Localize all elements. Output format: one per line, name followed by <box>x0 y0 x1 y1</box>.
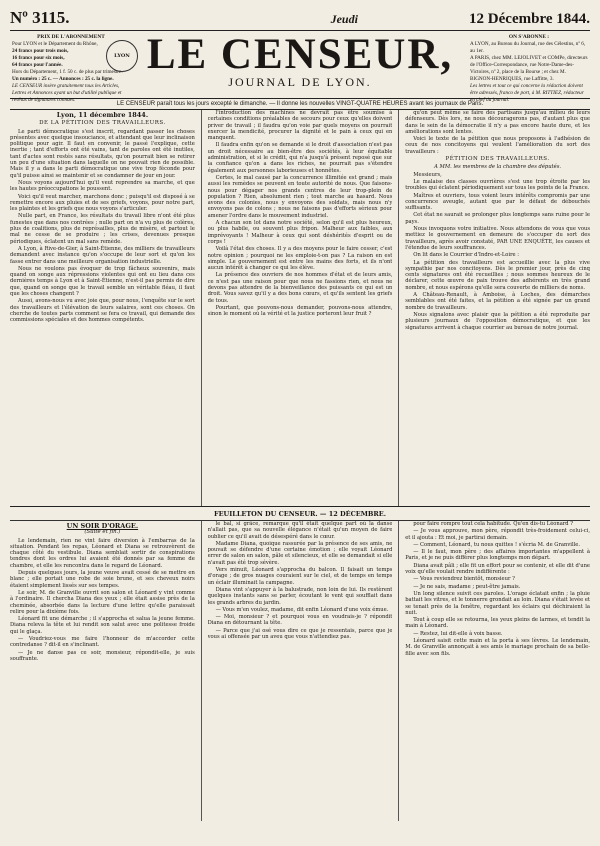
paragraph: Tout à coup elle se retourna, les yeux pleins de larmes, et tendit la main à Léonard. <box>405 617 590 630</box>
header-line <box>10 8 590 30</box>
paragraph: — Restez, lui dit-elle à voix basse. <box>413 630 503 637</box>
paragraph: Diana vint s'appuyer à la balustrade, non loin de lui. Ils restèrent quelques instants sans se parler, écoutant le vent qui soufflait dans les grands arbres du jardin. <box>207 586 393 606</box>
paragraph: — Il le faut, mon père ; des affaires importantes m'appellent à Paris, et je ne puis différer plus longtemps mon départ. <box>405 549 590 562</box>
office-line: Les lettres et tout ce qui concerne la rédaction doivent être adressés, franco de port, à M. RITTIEZ, rédacteur en chef du journal. <box>470 83 584 103</box>
price-line: Un numéro : 25 c. — Annonces : 25 c. la ligne. <box>12 76 114 82</box>
feuilleton-columns <box>10 521 590 821</box>
paragraph: Léonard fit une démarche ; il s'approcha et salua la jeune femme. Diana releva la tête et lui rendit son salut avec une politesse froide qui le glaça. <box>10 616 195 635</box>
dateline: Lyon, 11 décembre 1844. <box>56 111 149 119</box>
paragraph: — Voudriez-vous me faire l'honneur de m'accorder cette contredanse ? dit-il en s'inclinant. <box>10 636 195 649</box>
front-column-3 <box>405 110 590 506</box>
paragraph: Nulle part, en France, les résultats du travail libre n'ont été plus funestes que dans nos contrées ; nulle part on n'a vu plus de colères, plus de coalitions, plus de représailles, plus de misère, et partout le mal ne cesse de se produire ; les crises, devenues presque périodiques, éclatent un mal sans remède. <box>10 213 195 245</box>
masthead-title-block <box>138 32 462 90</box>
paragraph: Il faudra enfin qu'on se demande si le droit d'association n'est pas un droit nécessaire au bien-être des sociétés, à leur équitable administration, et si le crédit, qui n'a jusqu'à présent reposé que sur la confiance qu'on a dans les riches, ne pourrait pas s'étendre également aux personnes laborieuses et honnêtes. <box>207 142 393 174</box>
subscription-offices <box>470 34 588 104</box>
paragraph: Le soir, M. de Granville ouvrit son salon et Léonard y vint comme à l'ordinaire. Il chercha Diana des yeux ; elle était assise près de la cheminée, absorbée dans la lecture d'une lettre qu'elle paraissait relire pour la dixième fois. <box>10 589 195 615</box>
paragraph: — Vous m'en voulez, madame, dit enfin Léonard d'une voix émue. <box>215 606 389 613</box>
paragraph: Cet état ne saurait se prolonger plus longtemps sans ruine pour le pays. <box>405 212 590 225</box>
paragraph: Voici qu'il veut marcher, marchons donc ; puisqu'il est disposé à se remettre encore aux pluies et de ses griefs, voyons, pour notre part, les plaintes et les griefs que nous voyons s'articuler. <box>10 193 195 213</box>
paragraph: Voici le texte de la pétition que nous proposons à l'adhésion de ceux de nos concitoyens qui veulent l'amélioration du sort des travailleurs : <box>405 136 590 155</box>
paragraph: — Vous reviendrez bientôt, monsieur ? <box>413 576 515 583</box>
paragraph: le bal, si grâce, remarque qu'il était quelque part où la danse n'allait pas, que sa nouvelle élégance n'était qu'un moyen de faire oublier ce qu'il avait de désespéré dans le cœur. <box>207 521 393 540</box>
paragraph: l'introduction des machines ne devrait pas être soumise à certaines conditions préalables de secours pour ceux qu'elles doivent priver de travail ; il faudra qu'on voie par quels moyens on pourrait exercer la mendicité, procurer la dignité et le pain à ceux qui en manquent. <box>207 110 393 142</box>
newspaper-title: LE CENSEUR, <box>146 31 454 78</box>
paragraph: Nous voyons aujourd'hui qu'il veut reprendre sa marche, et que les hautes préoccupations le poussent. <box>10 179 195 193</box>
paragraph: — Moi, monsieur ? et pourquoi vous en voudrais-je ? répondit Diana en détournant la tête. <box>207 614 393 627</box>
paragraph: Nous signalons avec plaisir que la pétition a été reproduite par plusieurs journaux de l'opposition démocratique, et que les signatures arrivent à chaque courrier au bureau de notre journal. <box>405 311 590 331</box>
front-column-1 <box>10 110 195 506</box>
paragraph: Certes, le mal causé par la concurrence illimitée est grand ; mais aussi les remèdes se peuvent en toute autorité de nous. Que faisons-nous pour dégager nos grands centres de leur trop-plein de population ? Rien, absolument rien ; tout marche au hasard. Nous avons des colonies, nous y envoyons des soldats, mais nous n'y envoyons pas de colons ; nous ne faisons pas d'efforts sérieux pour amener l'ordre dans le mouvement industriel. <box>207 174 393 219</box>
front-columns <box>10 110 590 506</box>
paragraph: A Château-Renault, à Amboise, à Loches, des démarches semblables ont été faites, et la pétition a été signée par un grand nombre de travailleurs. <box>405 292 590 311</box>
column-divider <box>398 110 399 506</box>
paragraph: Diana avait pâli ; elle fit un effort pour se contenir, et elle dit d'une voix qu'elle voulait rendre indifférente : <box>405 562 590 576</box>
paragraph: Depuis quelques jours, la jeune veuve avait cessé de se mettre en blanc ; elle portait une robe de soie brune, et ses cheveux noirs étaient simplement lissés sur ses tempes. <box>10 570 195 589</box>
paragraph: Maîtres et ouvriers, tous voient leurs intérêts compromis par une concurrence aveugle, autant que par le défaut de débouchés suffisants. <box>405 192 590 212</box>
paragraph: qu'on peut même se faire des partisans jusqu'au milieu de leurs défenseurs. Dès lors, ne nous découragerons pas, d'autant plus que dans le sein de la démocratie il n'y a pas encore haute dure, et les améliorations sont lentes. <box>405 110 590 135</box>
paragraph: — Comment, Léonard, tu nous quittes ! s'écria M. de Granville. <box>413 541 580 548</box>
paragraph: Un long silence suivit ces paroles. L'orage éclatait enfin ; la pluie battait les vitres, et le tonnerre grondait au loin. Diana s'était levée et se tenait près de la fenêtre, regardant les éclairs qui déchiraient la nuit. <box>405 590 590 616</box>
paragraph: Le lendemain, rien ne vint faire diversion à l'embarras de la situation. Pendant les repas, Léonard et Diana se retrouvèrent de chaque côté du vestibule. Diana semblait sortir de conspirations tendres dont les ordres lui avaient été donnés par sa femme de chambre, et elle les rencontra dans le regard de Léonard. <box>10 537 195 569</box>
column-divider <box>398 521 399 821</box>
newspaper-subtitle: JOURNAL DE LYON. <box>228 75 372 89</box>
paragraph: La présence des ouvriers de nos hommes d'état et de leurs amis, ce n'est pas une raison pour que nous ne fassions rien, et nous ne devons pas attendre de la bienveillance des puissants ce qui est un droit. Vous savez qu'il y a des bons cœurs, et qu'ils sentent les griefs de tous. <box>207 272 393 304</box>
paragraph: Nous invoquons votre initiative. Nous attendons de vous que vous mettiez le gouvernement en demeure de s'occuper du sort des travailleurs, après avoir constaté, PAR UNE ENQUÊTE, les causes et l'étendue de leurs souffrances. <box>405 226 590 251</box>
lyon-seal-icon <box>106 40 138 72</box>
petition-title: PÉTITION DES TRAVAILLEURS. <box>445 156 550 163</box>
price-line: Hors du Département, 1 f. 50 c. de plus par trimestre. <box>12 69 123 75</box>
issue-date: 12 Décembre 1844. <box>469 11 590 27</box>
petition-addressee: A MM. les membres de la chambre des députés. <box>434 164 562 171</box>
paragraph: pour faire rompre tout cela habitude. Qu'en dis-tu Léonard ? <box>413 521 574 527</box>
story-title: UN SOIR D'ORAGE. <box>66 522 139 530</box>
paragraph: — Parce que j'ai osé vous dire ce que je ressentais, parce que je vous ai offensée par un aveu que vous n'attendiez pas. <box>207 627 393 641</box>
column-divider <box>201 110 202 506</box>
masthead <box>10 31 590 103</box>
paragraph: Le malaise des classes ouvrières s'est une trop étroite par les troubles qui éclatent périodiquement sur tous les points de la France. <box>405 178 590 192</box>
paragraph: Léonard saisit cette main et la porta à ses lèvres. Le lendemain, M. de Granville annonçait à ses amis le mariage prochain de sa belle-fille avec son fils. <box>405 638 590 657</box>
paragraph: Nous ne voulons pas évoquer de trop fâcheux souvenirs, mais quand on songe aux répressions violentes qui ont eu lieu dans ces dernières temps à Lyon et à Saint-Étienne, n'est-il pas permis de dire que, quand on songe que le travail semble un véritable fléau, il faut que les choses changent ? <box>10 265 195 298</box>
paragraph: Voilà l'état des choses. Il y a des moyens pour le faire cesser, c'est notre opinion ; pourquoi ne les emploie-t-on pas ? La raison en est simple. Le gouvernement est entre les mains des forts, et ils n'ont aucun intérêt à changer ce qui les élève. <box>207 246 393 272</box>
price-line: 64 francs pour l'année. <box>12 62 63 68</box>
publication-notice: LE CENSEUR paraît tous les jours excepté le dimanche. — Il donne les nouvelles VINGT-QUATRE HEURES avant les journaux de Paris. <box>116 101 484 107</box>
paragraph: Messieurs, <box>413 171 442 178</box>
paragraph: A Lyon, à Rive-de-Gier, à Saint-Étienne, des milliers de travailleurs demandent avec instance qu'on s'occupe de leur sort et qu'on les fasse entrer dans une meilleure organisation industrielle. <box>10 245 195 265</box>
issue-number: Nº 3115. <box>10 8 70 27</box>
paragraph: — Je vous approuve, mon père, répondit très-froidement celui-ci, et il ajouta : Et moi, je partirai demain. <box>405 528 590 541</box>
paragraph: La pétition des travailleurs est accueillie avec la plus vive sympathie par nos concitoyens. Dès le premier jour, près de cinq cents signatures ont été recueillies ; nous sommes heureux de le déclarer, cette œuvre de paix trouve des adhérents en très grand nombre, et nous espérons qu'elle sera couverte de milliers de noms. <box>405 259 590 291</box>
paragraph: Vers minuit, Léonard s'approcha du balcon. Il faisait un temps d'orage ; de gros nuages couraient sur le ciel, et de temps en temps un éclair illuminait la campagne. <box>207 567 393 586</box>
seal-text: LYON <box>114 53 130 59</box>
price-line: 16 francs pour six mois, <box>12 55 65 61</box>
office-line: A LYON, au Bureau du Journal, rue des Célestins, nº 6, au 1er. <box>470 41 586 54</box>
paragraph: — Je ne sais, madame ; peut-être jamais. <box>413 583 521 590</box>
feuilleton-column-1 <box>10 521 195 821</box>
paragraph: A chacun son lot dans notre société, selon qu'il est plus heureux, ou plus habile, ou souvent plus fripon. Malheur aux faibles, aux imprévoyants ! Malheur à ceux qui sont déshérités d'esprit ou de corps ! <box>207 220 393 245</box>
office-line: A PARIS, chez MM. LEJOLIVET et COMPe, directeurs de l'Office-Correspondance, rue Notre-Dame-des-Victoires, nº 2, place de la Bourse ; et chez M. BIGNON-HENRIQUES, rue Laffitte, 3. <box>470 55 588 82</box>
front-column-2 <box>208 110 393 506</box>
paragraph: Madame Diana, quoique rassurée par la présence de ses amis, ne pouvait se défendre d'une certaine émotion ; elle voyait Léonard errer de salon en salon, pâle et silencieux, et elle se demandait si elle n'avait pas été trop sévère. <box>207 540 393 566</box>
insertion-note: LE CENSEUR insère gratuitement tous les Articles, Lettres et Annonces ayant un but d'utilité publique et revêtus de signatures connues. <box>12 83 122 103</box>
offices-heading: ON S'ABONNE : <box>508 34 550 40</box>
paragraph: Aussi, avons-nous vu avec joie que, pour nous, l'enquête sur le sort des travailleurs et l'élévation de leurs salaires, sont ces choses. On cherche de toutes parts comment se fera ce travail, qui demande des commissions spéciales et des hommes compétents. <box>10 298 195 324</box>
paragraph: Pourtant, que pouvons-nous demander, pouvons-nous attendre, sinon le moment où la vérité et la justice porteront leur fruit ? <box>207 304 393 318</box>
price-line: 24 francs pour trois mois, <box>12 48 69 54</box>
column-divider <box>201 521 202 821</box>
story-subtitle: (Suite et fin.) <box>84 529 121 536</box>
prices-heading: PRIX DE L'ABONNEMENT <box>37 34 105 40</box>
issue-day: Jeudi <box>330 12 358 26</box>
paragraph: On lit dans le Courrier d'Indre-et-Loire : <box>413 252 520 259</box>
paragraph: Le parti démocratique s'est inscrit, regardant passer les choses présentes avec quelque insouciance, et attendant que leur inclinaison politique pour agir. Il faut en convenir, le passé l'explique, cette inertie ; tant d'efforts ont été vains, tant de paroles ont été inutiles, tant d'actes sont restés sans résultats, qu'on pourrait bien se retirer un peu d'une situation dans laquelle on ne pouvait rien de possible. Mais il y a dans le parti démocratique une vive trop féconde pour qu'il puisse ainsi se maintenir et se condamner de jour en jour. <box>10 128 195 179</box>
price-line: Pour LYON et le Département du Rhône, <box>12 41 98 47</box>
feuilleton-column-2 <box>208 521 393 821</box>
article-section-title: DE LA PÉTITION DES TRAVAILLEURS. <box>39 120 166 127</box>
feuilleton-heading: FEUILLETON DU CENSEUR. — 12 DÉCEMBRE. <box>213 510 387 518</box>
paragraph: — Je ne danse pas ce soir, monsieur, répondit-elle, je suis souffrante. <box>10 649 195 662</box>
feuilleton-column-3 <box>405 521 590 821</box>
